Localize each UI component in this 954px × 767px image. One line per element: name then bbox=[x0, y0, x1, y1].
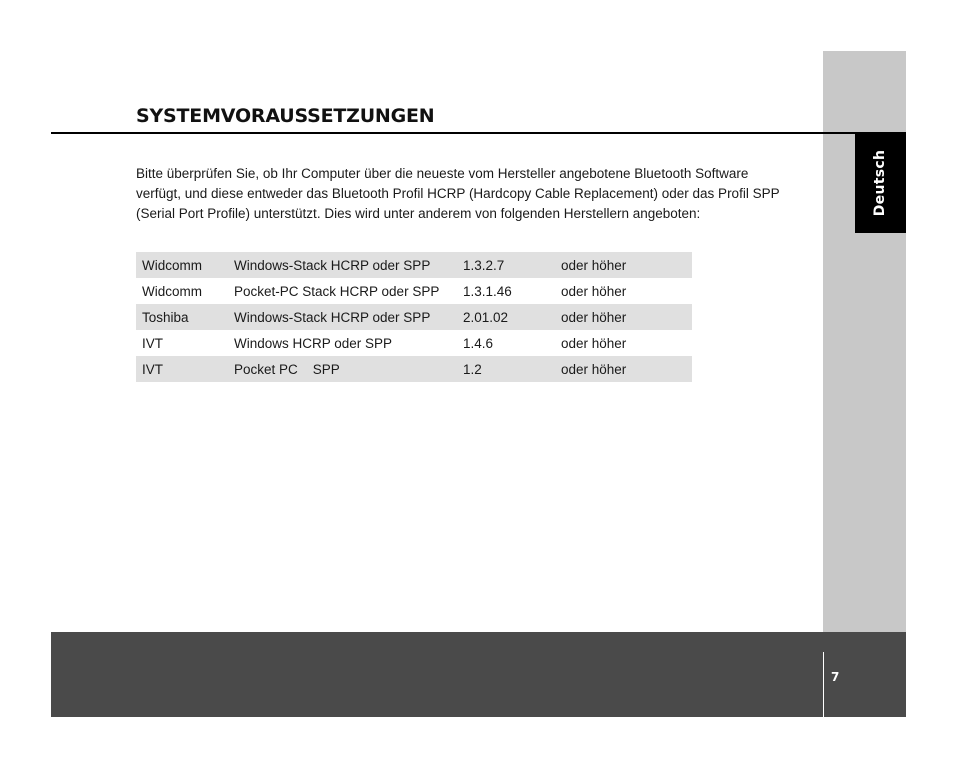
manufacturer-cell: IVT bbox=[136, 356, 234, 382]
page-title: SYSTEMVORAUSSETZUNGEN bbox=[136, 105, 435, 127]
version-cell: 1.3.1.46 bbox=[463, 283, 512, 299]
footer-band bbox=[51, 632, 906, 717]
version-cell: 1.2 bbox=[463, 356, 561, 382]
language-tab-label: Deutsch bbox=[872, 149, 888, 217]
manufacturer-cell: Widcomm bbox=[142, 283, 202, 299]
intro-line: verfügt, und diese entweder das Bluetooth Profil HCRP (Hardcopy Cable Replacement) oder das Profil SPP bbox=[136, 186, 780, 201]
manufacturer-cell: IVT bbox=[142, 335, 164, 351]
title-rule bbox=[51, 132, 906, 134]
stack-cell: Windows-Stack HCRP oder SPP bbox=[234, 252, 463, 278]
table-row bbox=[136, 304, 692, 330]
stack-cell: Windows-Stack HCRP oder SPP bbox=[234, 304, 463, 330]
qualifier-cell: oder höher bbox=[561, 283, 627, 299]
table-row bbox=[136, 356, 692, 382]
manufacturer-cell: Widcomm bbox=[136, 252, 234, 278]
manufacturer-cell: Toshiba bbox=[136, 304, 234, 330]
qualifier-cell: oder höher bbox=[561, 335, 627, 351]
version-cell: 2.01.02 bbox=[463, 304, 561, 330]
stack-cell: Pocket-PC Stack HCRP oder SPP bbox=[234, 283, 440, 299]
qualifier-cell: oder höher bbox=[561, 304, 692, 330]
footer-divider bbox=[823, 652, 824, 717]
qualifier-cell: oder höher bbox=[561, 252, 692, 278]
qualifier-cell: oder höher bbox=[561, 356, 692, 382]
table-row bbox=[136, 330, 692, 356]
stack-cell: Pocket PC SPP bbox=[234, 356, 463, 382]
intro-line: (Serial Port Profile) unterstützt. Dies wird unter anderem von folgenden Herstellern angeboten: bbox=[136, 206, 701, 221]
version-cell: 1.4.6 bbox=[463, 335, 494, 351]
table-row bbox=[136, 278, 692, 304]
version-cell: 1.3.2.7 bbox=[463, 252, 561, 278]
requirements-table bbox=[136, 252, 692, 382]
stack-cell: Windows HCRP oder SPP bbox=[234, 335, 393, 351]
intro-paragraph bbox=[136, 164, 780, 224]
table-row bbox=[136, 252, 692, 278]
intro-line: Bitte überprüfen Sie, ob Ihr Computer über die neueste vom Hersteller angebotene Bluetooth Software bbox=[136, 166, 749, 181]
page-number: 7 bbox=[831, 670, 840, 684]
